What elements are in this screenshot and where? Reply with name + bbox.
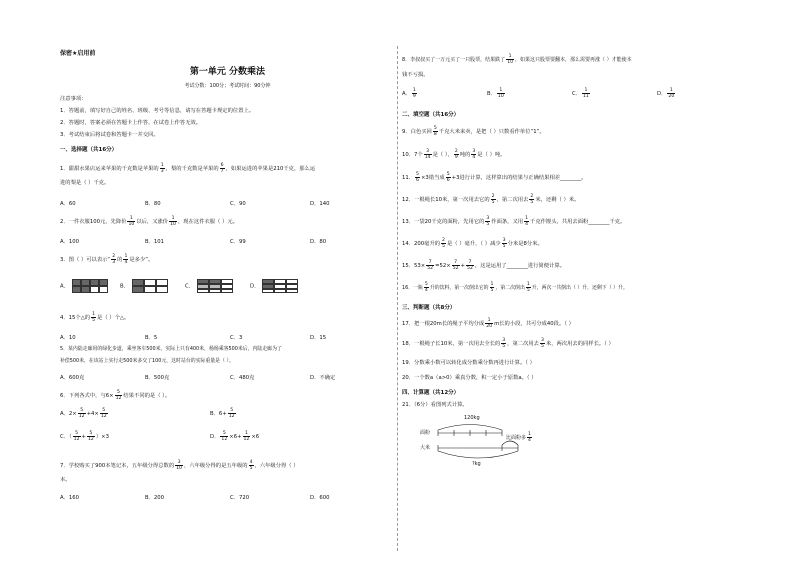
fraction: $\frac{1}{4}$	[124, 254, 128, 265]
option[interactable]: A．600克	[60, 375, 85, 381]
option[interactable]: D．15	[310, 335, 327, 341]
option[interactable]: B．500克	[145, 375, 170, 381]
section-heading: 一、选择题（共16分）	[60, 147, 118, 153]
question-2: 2．一件衣服100元，先降价 $\frac{1}{10}$ 以后，又涨价 $\frac{1}{10}$ ，现在这件衣服（ ）元。	[60, 216, 238, 227]
question-15: 15．53× $\frac{7}{52}$ =52× $\frac{7}{52}$ + $\frac{7}{52}$ ，这是运用了________进行简便计算。	[402, 260, 565, 271]
question-1: 1．甜甜水果店运来苹果的千克数是苹果的 $\frac{1}{3}$ ，梨的千克数是苹果的 $\frac{6}{7}$ ，如果运进的苹果是210千克，那么运	[60, 163, 316, 174]
question-3: 3．图（ ）可以表示“ $\frac{2}{3}$ 的 $\frac{1}{4}$ 是多少”。	[60, 254, 154, 265]
option[interactable]: C．3	[230, 335, 243, 341]
option[interactable]: C． $\frac{1}{11}$	[572, 88, 589, 99]
fraction: $\frac{1}{10}$	[170, 216, 176, 227]
notes-heading: 注意事项：	[60, 96, 87, 102]
question-5-cont: 补偿500米，在该站上实行走500米多交了100元，这时站台的实际重量是（ ）。	[60, 358, 234, 364]
secret-label: 保密★启用前	[60, 50, 96, 57]
question-10: 10．7个 $\frac{3}{14}$ 是（ ）， $\frac{2}{9}$ 吨的 $\frac{3}{4}$ 是（ ）吨。	[402, 149, 506, 160]
option-b[interactable]: B．	[120, 279, 168, 293]
option[interactable]: C．99	[230, 239, 246, 245]
option-a[interactable]: A．	[60, 279, 108, 293]
option-c[interactable]: C．	[185, 279, 233, 293]
grid-figure-b	[132, 279, 168, 293]
question-16: 16．一瓶 $\frac{5}{4}$ 升的饮料，第一次倒出它的 $\frac{1}{5}$ ，第二次倒出 $\frac{1}{5}$ 升，两次一共倒出（ ）升，还剩下（ ）升。	[402, 282, 628, 293]
option[interactable]: B．5	[145, 335, 158, 341]
question-19: 19．分数乘小数可以转化成分数乘分数再进行计算。（ ）	[402, 360, 535, 366]
question-1-cont: 进的梨是（ ）千克。	[60, 180, 110, 186]
page-title: 第一单元 分数乘法	[189, 67, 266, 77]
option-d[interactable]: D．	[250, 279, 298, 293]
option[interactable]: A．60	[60, 201, 76, 207]
question-14: 14．200毫升的 $\frac{2}{5}$ 是（ ）毫升，（ ）减少 $\frac{3}{5}$ 分米是8分米。	[402, 238, 543, 249]
fraction: $\frac{2}{3}$	[112, 254, 116, 265]
question-6: 6．下列各式中，与6× $\frac{5}{12}$ 结果不同的是（ ）。	[60, 390, 171, 401]
fraction: $\frac{5}{12}$	[115, 390, 122, 401]
diagram-top-label: 120kg	[464, 415, 480, 421]
option[interactable]: C．480克	[230, 375, 255, 381]
exam-meta: 考试分数：100分；考试时间：90分钟	[184, 83, 271, 89]
question-21: 21．（6分）看图列式计算。	[402, 402, 468, 408]
fraction: $\frac{1}{10}$	[128, 216, 135, 227]
option[interactable]: A．160	[60, 495, 80, 501]
section-heading: 二、填空题（共16分）	[402, 112, 460, 118]
fraction: $\frac{1}{10}$	[507, 54, 514, 65]
question-4: 4．15个△的 $\frac{1}{5}$ 是（ ）个△。	[60, 312, 130, 323]
section-heading: 四、计算题（共12分）	[402, 390, 460, 396]
question-17: 17．把一根20m长的绳子平均分成 $\frac{1}{20}$ m长的小段，共可分成40段。（ ）	[402, 318, 574, 329]
line-segment-diagram	[420, 415, 540, 470]
note-item: 2．答题时，答案必须在答题卡上作答，在试卷上作答无效。	[60, 120, 202, 126]
option[interactable]: C．720	[230, 495, 250, 501]
question-11: 11． $\frac{5}{6}$ ×3错当成 $\frac{5}{6}$ +3进行计算，这样算出的结果与正确结果相差________。	[402, 172, 587, 183]
option[interactable]: B．101	[145, 239, 165, 245]
option[interactable]: D． $\frac{1}{20}$	[657, 88, 675, 99]
question-8-cont: 钱不亏损。	[402, 72, 429, 78]
note-item: 1．答题前，填写好自己的姓名、班级、考号等信息，请写在答题卡规定的位置上。	[60, 108, 255, 114]
section-heading: 三、判断题（共8分）	[402, 305, 456, 311]
question-12: 12．一根绳长10米，第一次用去它的 $\frac{2}{5}$ ，第二次用去 $\frac{2}{5}$ 米，还剩（ ）米。	[402, 194, 580, 205]
grid-figure-d	[262, 279, 298, 293]
diagram-bottom-label: ?kg	[472, 461, 481, 467]
question-7-cont: 本。	[60, 477, 71, 483]
option[interactable]: C．90	[230, 201, 246, 207]
option[interactable]: D．80	[310, 239, 327, 245]
option[interactable]: B． $\frac{1}{10}$	[487, 88, 504, 99]
question-8: 8．李叔叔买了一万元买了一只股票，结果跌了 $\frac{1}{10}$ ，如果这只股票要翻本，那么需要再涨（ ）才能使本	[402, 54, 632, 65]
fraction: $\frac{1}{3}$	[160, 163, 164, 174]
fraction: $\frac{6}{7}$	[220, 163, 224, 174]
option[interactable]: A．100	[60, 239, 80, 245]
option-d[interactable]: D． $\frac{5}{12}$ ×6+ $\frac{1}{12}$ ×6	[210, 431, 260, 442]
option[interactable]: D．不确定	[310, 375, 336, 381]
fraction: $\frac{1}{5}$	[92, 312, 96, 323]
option[interactable]: A． $\frac{1}{9}$	[402, 88, 416, 99]
question-9: 9．白色买回 $\frac{5}{8}$ 千克大米来卖，是把（ ）只数看作单位“1”。	[402, 126, 545, 137]
option[interactable]: B．80	[145, 201, 161, 207]
question-7: 7．学校购买了900本笔记本，五年级分得总数的 $\frac{3}{10}$ ，六年级分得的是五年级的 $\frac{4}{5}$ ，六年级分得（ ）	[60, 460, 299, 471]
question-5: 5．某内陆走廊用的绿化步道，乘坐客车500米，实际上只有400米，杨杨乘客500米后，内陆走廊为了	[60, 346, 282, 352]
option-b[interactable]: B．6+ $\frac{5}{12}$	[210, 408, 235, 419]
diagram-note: 比面粉多 $\frac{1}{4}$	[506, 432, 531, 443]
option[interactable]: A．10	[60, 335, 76, 341]
option-a[interactable]: A．2× $\frac{5}{12}$ +4× $\frac{5}{12}$	[60, 408, 107, 419]
option[interactable]: D．600	[310, 495, 330, 501]
option-c[interactable]: C．（ $\frac{5}{12}$ + $\frac{5}{12}$ ）×3	[60, 431, 109, 442]
fraction: $\frac{4}{5}$	[249, 460, 253, 471]
option[interactable]: B．200	[145, 495, 165, 501]
grid-figure-a	[72, 279, 108, 293]
question-18: 18．一根绳子长10米，第一次用去全长的 $\frac{3}{5}$ ，第二次用去 $\frac{3}{5}$ 米，两次用去的同样长。（ ）	[402, 338, 614, 349]
question-20: 20．一个数a（a>0）乘真分数，积一定小于原数a。（ ）	[402, 375, 537, 381]
column-divider	[397, 46, 398, 551]
note-item: 3．考试结束后将试卷和答题卡一并交回。	[60, 132, 159, 138]
diagram-row-label: 面粉	[420, 430, 431, 436]
diagram-row-label: 大米	[420, 445, 431, 451]
question-13: 13．一袋20千克的面粉，先用它的 $\frac{3}{5}$ 作面条，又用 $\frac{1}{4}$ 千克作馒头，共用去面粉________千克。	[402, 216, 626, 227]
grid-figure-c	[197, 279, 233, 293]
option[interactable]: D．140	[310, 201, 330, 207]
fraction: $\frac{3}{10}$	[176, 460, 182, 471]
